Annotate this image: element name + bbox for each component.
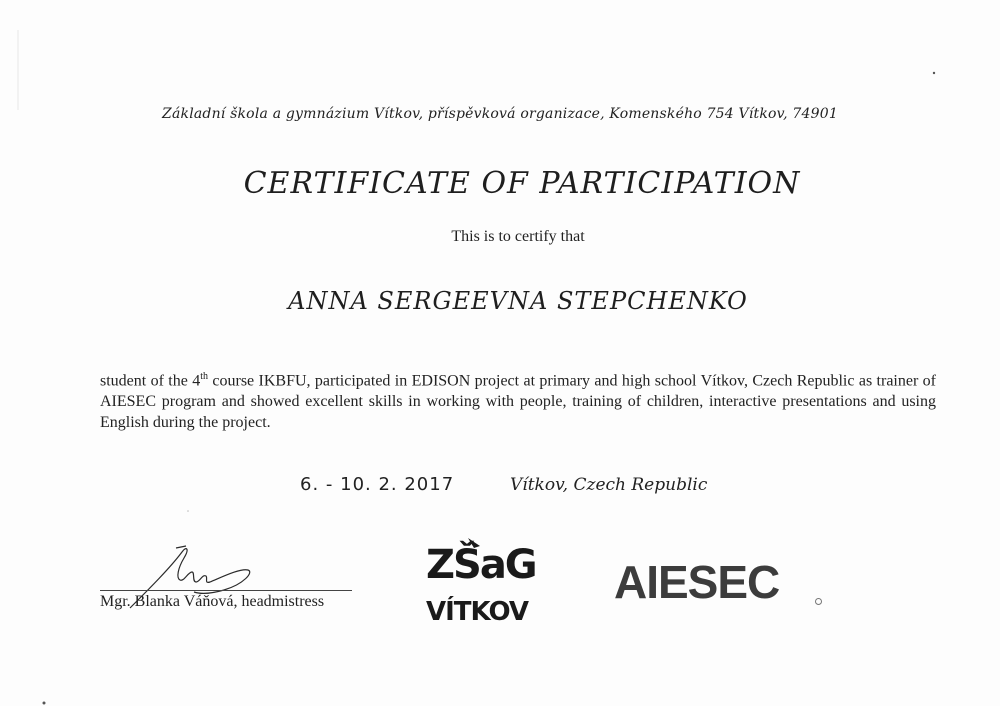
body-text-rest: course IKBFU, participated in EDISON project at primary and high school Vítkov, Czech Republic as trainer of AIESEC program and showed excellent skills in working with people, training of children, interactive presentations and using English during the project. xyxy=(100,372,937,432)
signature-line xyxy=(100,590,352,591)
aiesec-logo: AIESEC xyxy=(614,556,780,608)
event-date: 6. - 10. 2. 2017 xyxy=(300,474,455,495)
event-place: Vítkov, Czech Republic xyxy=(510,475,708,495)
body-text-start: student of the 4 xyxy=(100,372,201,390)
signatory-caption: Mgr. Blanka Váňová, headmistress xyxy=(100,593,325,610)
certify-line: This is to certify that xyxy=(451,228,585,245)
certificate-title: CERTIFICATE OF PARTICIPATION xyxy=(243,166,801,201)
school-logo-top-text: ZŠaG xyxy=(426,542,536,588)
registered-mark-icon xyxy=(815,598,822,605)
certificate-body xyxy=(100,366,936,433)
school-logo-bottom-text: VÍTKOV xyxy=(426,597,529,626)
institution-header: Základní škola a gymnázium Vítkov, příspěvková organizace, Komenského 754 Vítkov, 74901 xyxy=(162,106,838,122)
body-superscript: th xyxy=(200,371,209,382)
school-logo xyxy=(424,534,546,626)
recipient-name: ANNA SERGEEVNA STEPCHENKO xyxy=(288,287,748,315)
